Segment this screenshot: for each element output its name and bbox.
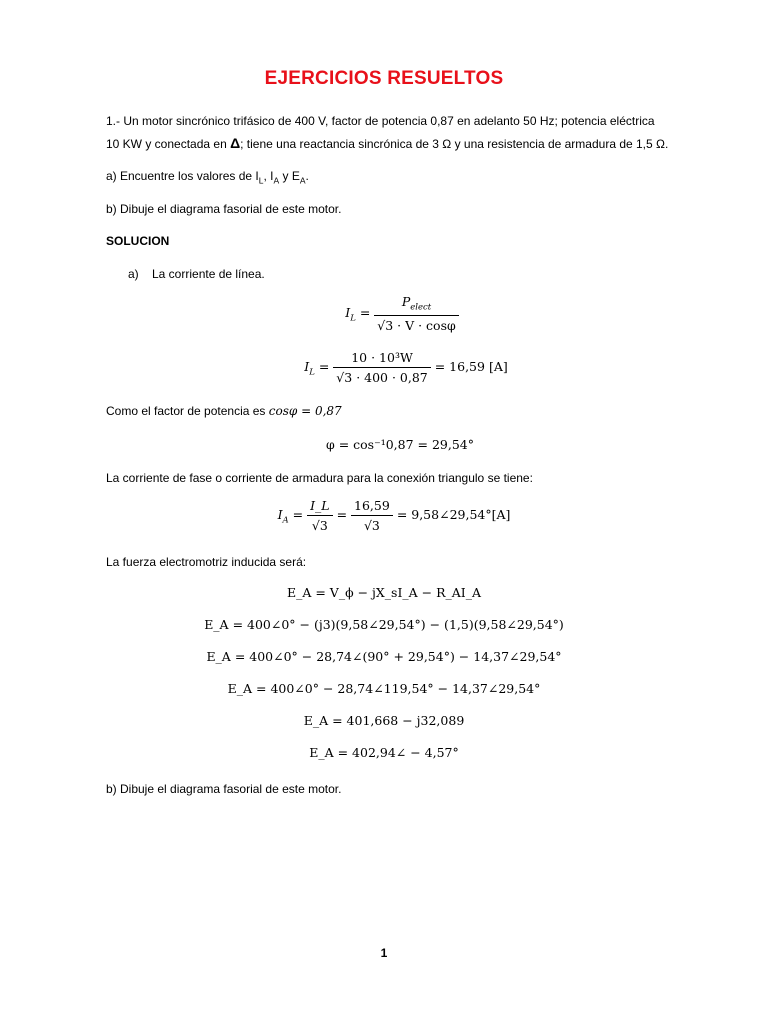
question-a: a) Encuentre los valores de $I_L$, $I_A$ y $E_A$.	[106, 169, 309, 186]
equation-emf-expanded: E_A = 400∠0° − 28,74∠(90° + 29,54°) − 14,37∠29,54°	[206, 649, 562, 664]
equation-emf-rectangular: E_A = 401,668 − j32,089	[303, 713, 465, 728]
equation-armature-current: $I_A$ = $\frac{I\_L}{√3}$ = $\frac{16,59}{√3}$ = 9,58∠29,54°[A]	[277, 498, 511, 533]
solution-heading: SOLUCION	[106, 234, 170, 248]
question-b: b) Dibuje el diagrama fasorial de este motor.	[106, 202, 342, 216]
delta-symbol: Δ	[230, 135, 241, 151]
problem-line-1: 1.- Un motor sincrónico trifásico de 400 V, factor de potencia 0,87 en adelanto 50 Hz; potencia eléctrica	[106, 114, 655, 128]
emf-text: La fuerza electromotriz inducida será:	[106, 555, 307, 569]
phase-current-text: La corriente de fase o corriente de armadura para la conexión triangulo se tiene:	[106, 471, 533, 485]
equation-emf-simplified: E_A = 400∠0° − 28,74∠119,54° − 14,37∠29,54°	[227, 681, 541, 696]
page-title: EJERCICIOS RESUELTOS	[264, 68, 504, 89]
problem-line-2: 10 KW y conectada en Δ; tiene una reactancia sincrónica de 3 Ω y una resistencia de armadura de 1,5 Ω.	[106, 135, 669, 151]
equation-emf-general: E_A = V_ϕ − jX_sI_A − R_AI_A	[286, 585, 482, 600]
power-factor-text: Como el factor de potencia es cosφ = 0,87	[106, 404, 342, 418]
solution-item-b: b) Dibuje el diagrama fasorial de este motor.	[106, 782, 342, 796]
equation-phase-angle: φ = cos⁻¹0,87 = 29,54°	[325, 437, 474, 452]
solution-item-a: a) La corriente de línea.	[128, 267, 265, 281]
problem-statement	[106, 110, 706, 155]
equation-line-current-formula: $I_L$ = $\frac{P_{elect}}{√3 \cdot V \cdot \cos\varphi}$	[18, 294, 768, 333]
page-number: 1	[380, 946, 388, 960]
equation-line-current-value: $I_L$ = $\frac{\text{10 · 10³W}}{√3 \cdot 400 \cdot 0,87}$ = 16,59 [A]	[304, 350, 508, 385]
equation-emf-substituted: E_A = 400∠0° − (j3)(9,58∠29,54°) − (1,5)(9,58∠29,54°)	[204, 617, 564, 632]
equation-emf-polar: E_A = 402,94∠ − 4,57°	[309, 745, 459, 760]
